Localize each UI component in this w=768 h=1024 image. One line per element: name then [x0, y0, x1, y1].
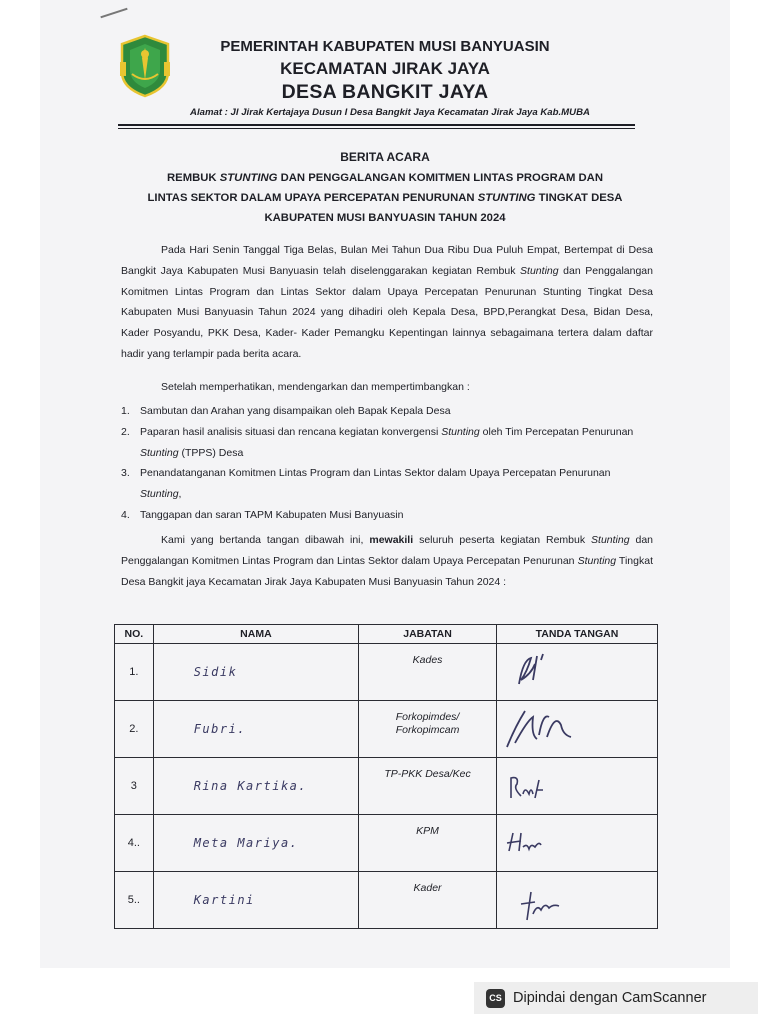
signature-mark — [497, 650, 657, 694]
position: TP-PKK Desa/Kec — [359, 758, 497, 815]
handwritten-name: Sidik — [153, 644, 358, 701]
document-title-line-1: REMBUK STUNTING DAN PENGGALANGAN KOMITMEN LINTAS PROGRAM DAN — [167, 172, 603, 184]
header-government: PEMERINTAH KABUPATEN MUSI BANYUASIN — [220, 38, 550, 55]
signature-mark — [497, 707, 657, 751]
list-item: 3. Penandatanganan Komitmen Lintas Program dan Lintas Sektor dalam Upaya Percepatan Penurunan Stunting, — [121, 467, 611, 501]
column-header-jabatan: JABATAN — [359, 625, 497, 644]
camscanner-watermark — [474, 982, 758, 1014]
signature-mark — [497, 878, 657, 922]
header-village: DESA BANGKIT JAYA — [281, 81, 489, 103]
table-row — [115, 815, 658, 872]
handwritten-name: Kartini — [153, 872, 358, 929]
table-row — [115, 758, 658, 815]
row-number: 4.. — [115, 815, 154, 872]
signature-cell — [496, 815, 657, 872]
document-title-line-2: LINTAS SEKTOR DALAM UPAYA PERCEPATAN PENURUNAN STUNTING TINGKAT DESA — [147, 192, 623, 204]
header-district: KECAMATAN JIRAK JAYA — [280, 59, 490, 78]
header-address: Alamat : Jl Jirak Kertajaya Dusun I Desa Bangkit Jaya Kecamatan Jirak Jaya Kab.MUBA — [190, 107, 590, 118]
row-number: 5.. — [115, 872, 154, 929]
signature-mark — [497, 764, 657, 808]
handwritten-name: Fubri. — [153, 701, 358, 758]
position: Forkopimdes/ Forkopimcam — [359, 701, 497, 758]
table-header-row — [115, 625, 658, 644]
position: Kader — [359, 872, 497, 929]
attendance-signature-table — [114, 624, 658, 929]
handwritten-name: Rina Kartika. — [153, 758, 358, 815]
signature-cell — [496, 644, 657, 701]
kabupaten-emblem-icon — [118, 34, 172, 98]
row-number: 3 — [115, 758, 154, 815]
position: KPM — [359, 815, 497, 872]
document-title-line-3: KABUPATEN MUSI BANYUASIN TAHUN 2024 — [264, 212, 506, 224]
list-item: 1. Sambutan dan Arahan yang disampaikan oleh Bapak Kepala Desa — [121, 405, 451, 417]
camscanner-icon: CS — [486, 989, 505, 1008]
position: Kades — [359, 644, 497, 701]
table-row — [115, 644, 658, 701]
intro-paragraph: Pada Hari Senin Tanggal Tiga Belas, Bulan Mei Tahun Dua Ribu Dua Puluh Empat, Bertempat di Desa Bangkit Jaya Kabupaten Musi Banyuasin telah diselenggarakan kegiatan Rembuk Stunting dan Penggalangan Komitmen Lintas Program dan Lintas Sektor dalam Upaya Percepatan Penurunan Stunting Tingkat Desa Kabupaten Musi Banyuasin Tahun 2024 yang dihadiri oleh Kepala Desa, BPD,Perangkat Desa, Bidan Desa, Kader Posyandu, PKK Desa, Kader- Kader Pemangku Kepentingan lainnya sebagaimana tertera dalam daftar hadir yang terlampir pada berita acara. — [121, 244, 653, 360]
list-item: 4. Tanggapan dan saran TAPM Kabupaten Musi Banyuasin — [121, 508, 404, 521]
signature-cell — [496, 872, 657, 929]
table-row — [115, 872, 658, 929]
column-header-tanda-tangan: TANDA TANGAN — [496, 625, 657, 644]
header-divider — [118, 124, 635, 126]
column-header-nama: NAMA — [153, 625, 358, 644]
header-divider-thin — [118, 128, 635, 129]
considerations-list — [121, 401, 653, 526]
signature-cell — [496, 758, 657, 815]
camscanner-text: Dipindai dengan CamScanner — [513, 990, 707, 1006]
list-item: 2. Paparan hasil analisis situasi dan rencana kegiatan konvergensi Stunting oleh Tim Percepatan Penurunan Stunting (TPPS) Desa — [121, 425, 634, 459]
row-number: 2. — [115, 701, 154, 758]
row-number: 1. — [115, 644, 154, 701]
signature-cell — [496, 701, 657, 758]
scan-artifact — [100, 8, 127, 19]
column-header-no: NO. — [115, 625, 154, 644]
handwritten-name: Meta Mariya. — [153, 815, 358, 872]
statement-paragraph: Kami yang bertanda tangan dibawah ini, mewakili seluruh peserta kegiatan Rembuk Stunting dan Penggalangan Komitmen Lintas Program dan Lintas Sektor dalam Upaya Percepatan Penurunan Stunting Tingkat Desa Bangkit jaya Kecamatan Jirak Jaya Kabupaten Musi Banyuasin Tahun 2024 : — [121, 534, 654, 588]
considerations-lead: Setelah memperhatikan, mendengarkan dan mempertimbangkan : — [161, 381, 470, 393]
signature-mark — [497, 821, 657, 865]
table-row — [115, 701, 658, 758]
document-heading: BERITA ACARA — [340, 150, 430, 164]
